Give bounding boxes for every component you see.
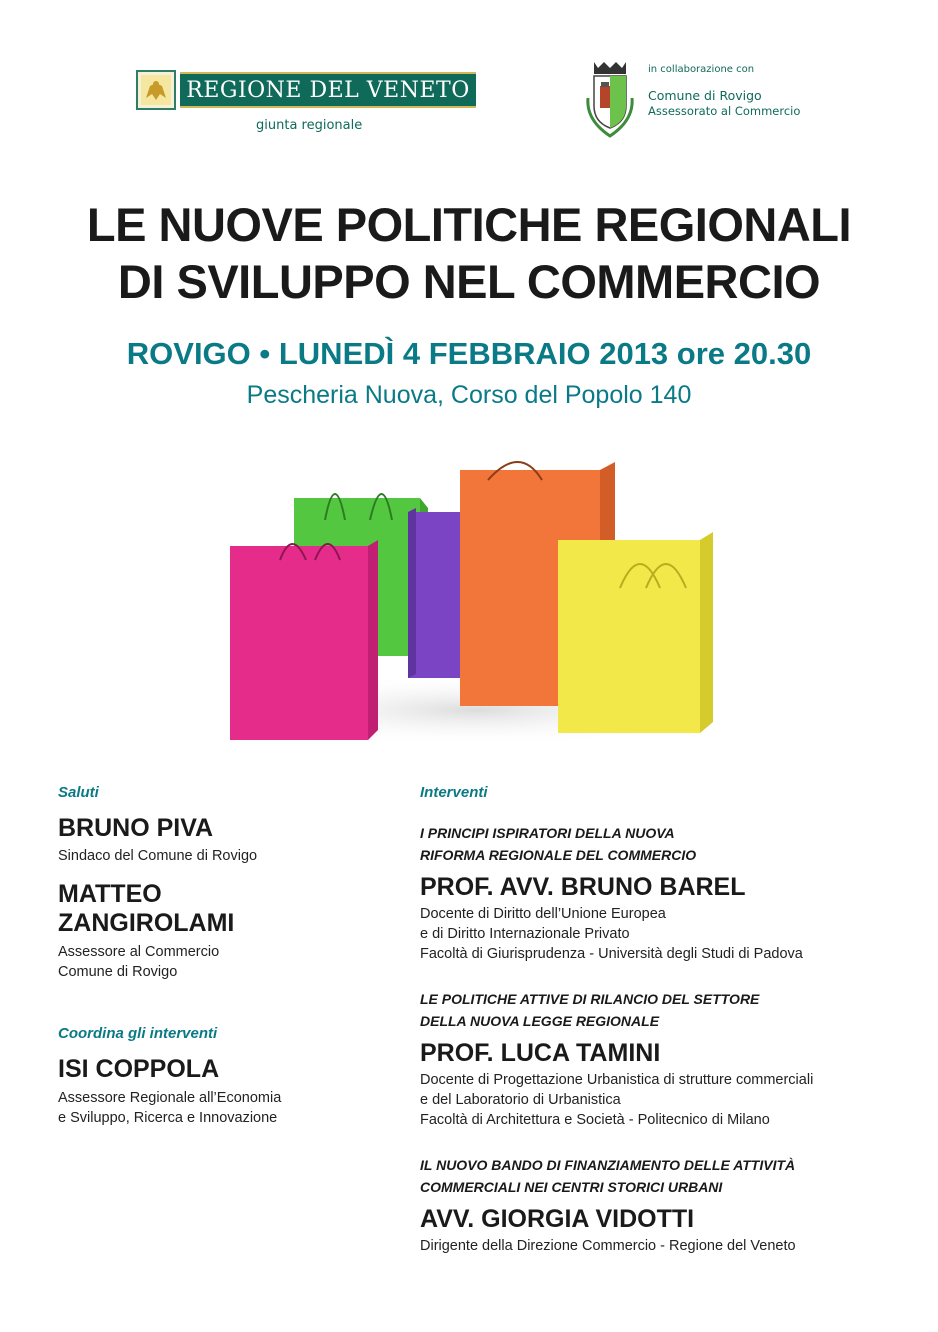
talk-speaker-role: Facoltà di Giurisprudenza - Università degli Studi di Padova: [420, 946, 803, 962]
speaker-name: MATTEO: [58, 880, 162, 908]
talk-topic: I PRINCIPI ISPIRATORI DELLA NUOVA: [420, 825, 675, 841]
regione-veneto-logo: [136, 70, 476, 140]
talk-speaker-role: Facoltà di Architettura e Società - Politecnico di Milano: [420, 1112, 770, 1128]
speaker-name: ZANGIROLAMI: [58, 909, 235, 937]
coordinator-role: e Sviluppo, Ricerca e Innovazione: [58, 1110, 278, 1126]
rovigo-coat-of-arms-icon: [580, 58, 640, 143]
talk-topic: DELLA NUOVA LEGGE REGIONALE: [420, 1013, 660, 1029]
collaboration-label: in collaborazione con: [648, 64, 755, 75]
interventi-label: Interventi: [420, 784, 488, 801]
talk-topic: RIFORMA REGIONALE DEL COMMERCIO: [420, 847, 697, 863]
talk-speaker: PROF. LUCA TAMINI: [420, 1039, 661, 1067]
talk-speaker-role: e del Laboratorio di Urbanistica: [420, 1092, 621, 1108]
comune-rovigo-logo: [580, 58, 840, 148]
talk-speaker: AVV. GIORGIA VIDOTTI: [420, 1205, 695, 1233]
saluti-label: Saluti: [58, 784, 99, 801]
talk-speaker-role: Docente di Diritto dell’Unione Europea: [420, 906, 666, 922]
speaker-name: BRUNO PIVA: [58, 814, 214, 842]
event-title: [0, 196, 938, 310]
speaker-role: Assessore al Commercio: [58, 944, 220, 960]
event-venue: Pescheria Nuova, Corso del Popolo 140: [246, 381, 692, 409]
talk-speaker-role: e di Diritto Internazionale Privato: [420, 926, 630, 942]
comune-department: Assessorato al Commercio: [648, 104, 801, 118]
title-line-2: DI SVILUPPO NEL COMMERCIO: [117, 255, 821, 308]
comune-name: Comune di Rovigo: [648, 88, 762, 103]
colorful-shopping-bags-illustration: [220, 448, 730, 748]
event-date-line: ROVIGO • LUNEDÌ 4 FEBBRAIO 2013 ore 20.30: [126, 336, 812, 371]
coordina-label: Coordina gli interventi: [58, 1025, 218, 1042]
talk-topic: COMMERCIALI NEI CENTRI STORICI URBANI: [420, 1179, 723, 1195]
talk-topic: LE POLITICHE ATTIVE DI RILANCIO DEL SETTORE: [420, 991, 760, 1007]
title-line-1: LE NUOVE POLITICHE REGIONALI: [86, 198, 852, 251]
talk-speaker-role: Dirigente della Direzione Commercio - Regione del Veneto: [420, 1238, 796, 1254]
coordinator-role: Assessore Regionale all’Economia: [58, 1090, 282, 1106]
coordinator-name: ISI COPPOLA: [58, 1055, 220, 1083]
talk-speaker-role: Docente di Progettazione Urbanistica di strutture commerciali: [420, 1072, 814, 1088]
talk-topic: IL NUOVO BANDO DI FINANZIAMENTO DELLE ATTIVITÀ: [420, 1157, 796, 1173]
speaker-role: Sindaco del Comune di Rovigo: [58, 848, 258, 864]
regione-subtitle: giunta regionale: [256, 118, 363, 133]
lion-crest-icon: [136, 70, 176, 110]
talk-speaker: PROF. AVV. BRUNO BAREL: [420, 873, 746, 901]
speaker-role: Comune di Rovigo: [58, 964, 178, 980]
regione-banner: REGIONE DEL VENETO: [180, 72, 476, 108]
